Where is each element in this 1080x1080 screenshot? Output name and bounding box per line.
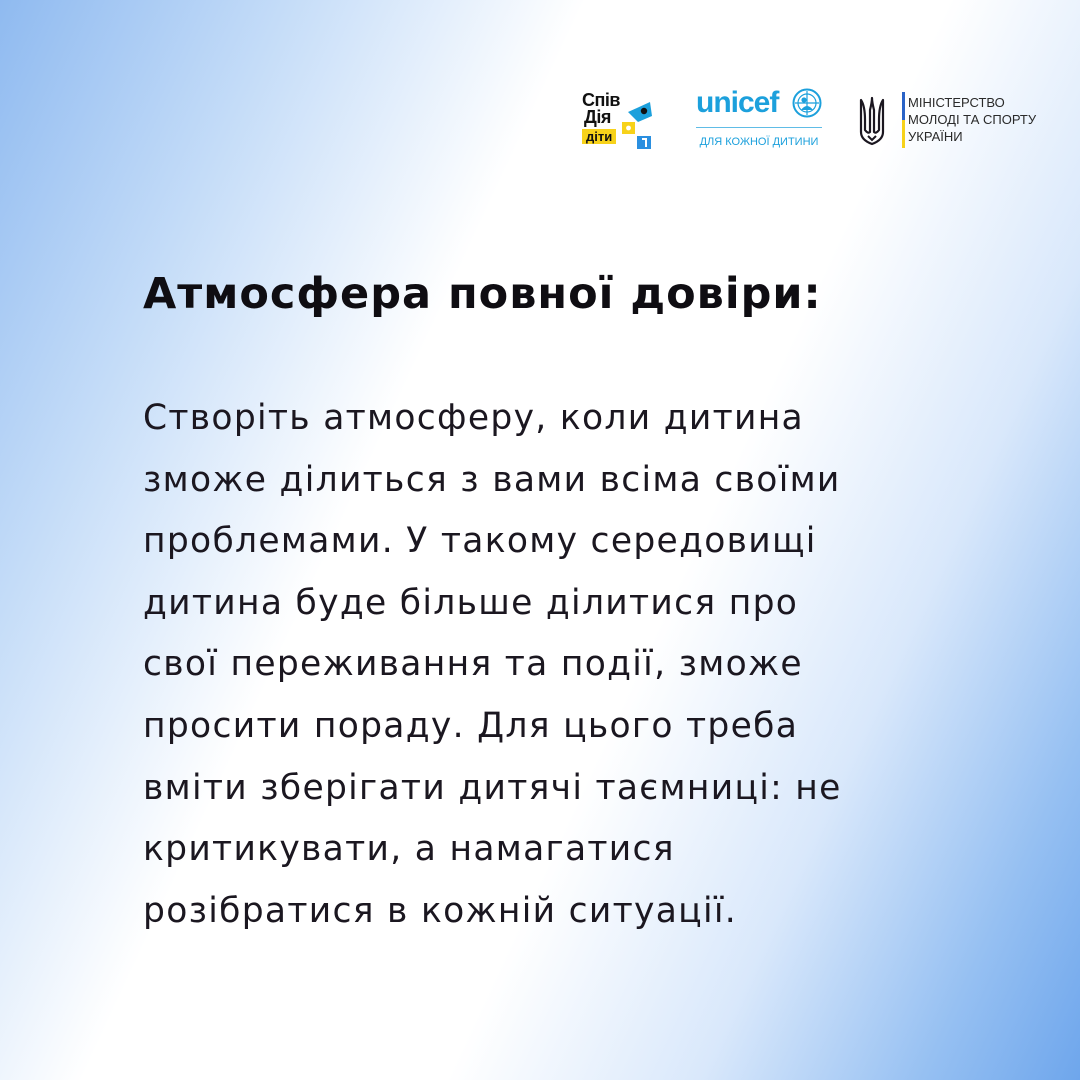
ministry-flag-bar	[902, 92, 905, 148]
spivdiia-logo-word-3: діти	[582, 129, 616, 144]
spivdiia-shapes-icon	[620, 102, 652, 152]
body-line: зможе ділиться з вами всіма своїми	[143, 459, 841, 500]
body-line: проблемами. У такому середовищі	[143, 521, 817, 562]
unicef-wordmark: unicef	[696, 86, 779, 119]
body-line: розібратися в кожній ситуації.	[143, 890, 737, 931]
partner-logos	[580, 84, 1050, 164]
body-line: свої переживання та події, зможе	[143, 644, 803, 685]
trident-icon	[858, 96, 886, 146]
body-line: Створіть атмосферу, коли дитина	[143, 398, 804, 438]
ministry-name-line-1: МІНІСТЕРСТВО	[908, 95, 1005, 110]
body-line: критикувати, а намагатися	[143, 829, 675, 870]
ministry-name-line-2: МОЛОДІ ТА СПОРТУ	[908, 112, 1037, 127]
unicef-logo	[696, 86, 826, 156]
body-line: просити пораду. Для цього треба	[143, 705, 799, 746]
ministry-name	[908, 94, 1036, 145]
spivdiia-logo-word-2: Дія	[584, 107, 611, 127]
unicef-globe-icon	[792, 88, 822, 118]
body-paragraph	[143, 388, 1003, 942]
ministry-name-line-3: УКРАЇНИ	[908, 129, 963, 144]
page-title: Атмосфера повної довіри:	[143, 269, 822, 319]
unicef-divider	[696, 127, 822, 128]
spivdiia-logo-word-1: Спів	[582, 90, 620, 110]
spivdiia-logo	[582, 88, 650, 154]
body-line: вміти зберігати дитячі таємниці: не	[143, 767, 842, 808]
body-line: дитина буде більше ділитися про	[143, 582, 799, 623]
unicef-tagline: ДЛЯ КОЖНОЇ ДИТИНИ	[699, 136, 819, 148]
ministry-logo	[858, 92, 1048, 152]
